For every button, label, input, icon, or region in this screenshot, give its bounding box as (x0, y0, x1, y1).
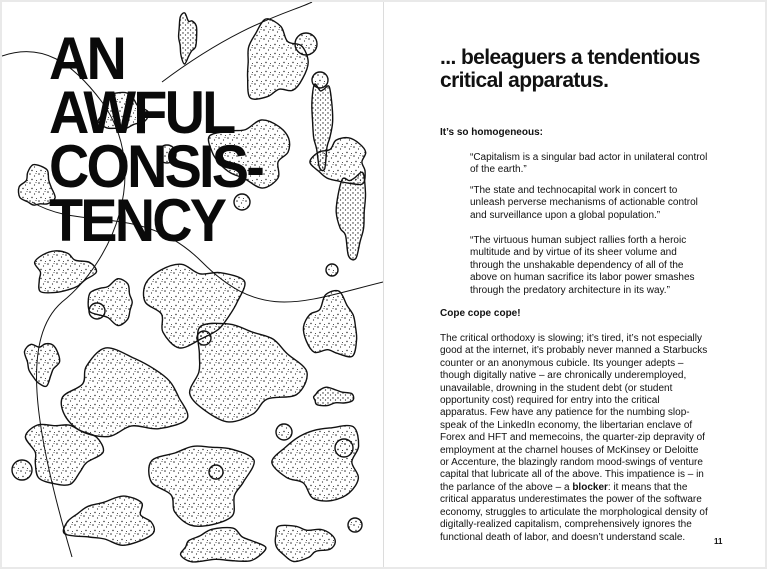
stipple-dot (276, 424, 292, 440)
page-number: 11 (714, 537, 723, 546)
book-spread (2, 2, 765, 567)
stipple-blob (35, 251, 97, 293)
title-line: AN (49, 25, 125, 92)
stipple-dot (326, 264, 338, 276)
stipple-blob (181, 528, 266, 562)
stipple-dot (197, 331, 211, 345)
chapter-title (49, 25, 262, 254)
body-text-start: The critical orthodoxy is slowing; it’s tired, it’s not especially good at the internet, it’s probably never manned a Starbucks counter or an anonymous cubicle. Its younger adepts – though digitally native – are chronically underemployed, unavailable, drowning in the student debt (or student opportunity cost) required for entry into the critical apparatus. Few have any patience for the numbing slop-speak of the LinkedIn economy, the libertarian enclave of Forex and HFT and memecoins, the quarter-zip depravity of employment at the charnel houses of McKinsey or Deloitte or Accenture, the blazingly random mood-swings of venture capital that lubricate all of the above. This impatience is – in the parlance of the above – a (440, 333, 708, 493)
quote-1: “Capitalism is a singular bad actor in unilateral control of the earth.” (470, 152, 708, 176)
title-line: CONSIS- (49, 133, 262, 200)
stipple-dot (312, 72, 328, 88)
stipple-blob (275, 525, 335, 561)
stipple-blob (24, 344, 59, 387)
subheading: Cope cope cope! (440, 308, 521, 319)
stipple-dot (89, 303, 105, 319)
stipple-dot (348, 518, 362, 532)
quote-2: “The state and technocapital work in concert to unleash perverse mechanisms of actionable control and surveillance upon a global population.” (470, 185, 698, 221)
stipple-blob (149, 446, 255, 526)
right-page (384, 2, 765, 567)
title-line: TENCY (49, 187, 225, 254)
body-text-end: : it means that the critical apparatus underestimates the power of the software economy, struggles to articulate the morphological density of digitally-realized capitalism, comprehensively ignores the functional death of labor, and doesn’t understand scale. (440, 481, 708, 543)
stipple-blob (61, 348, 188, 437)
stipple-blob (336, 172, 365, 260)
stipple-dot (295, 33, 317, 55)
quote-3: “The virtuous human subject rallies forth a heroic multitude and by virtue of its sheer volume and through the unshakable dependency of all of the above on human sacrifice its labor power smashes through the predatory architecture in its way.” (470, 235, 695, 296)
body-paragraph (440, 333, 708, 544)
title-line: AWFUL (49, 79, 234, 146)
intro-heading: It’s so homogeneous: (440, 127, 543, 138)
stipple-dot (209, 465, 223, 479)
page-headline: ... beleaguers a tendentious critical apparatus. (440, 46, 700, 92)
stipple-dot (12, 460, 32, 480)
body-emphasis: blocker (572, 481, 608, 493)
left-page (2, 2, 384, 567)
stipple-blob (314, 387, 354, 406)
stipple-dot (335, 439, 353, 457)
stipple-blob (63, 496, 154, 545)
stipple-blob (303, 291, 356, 357)
